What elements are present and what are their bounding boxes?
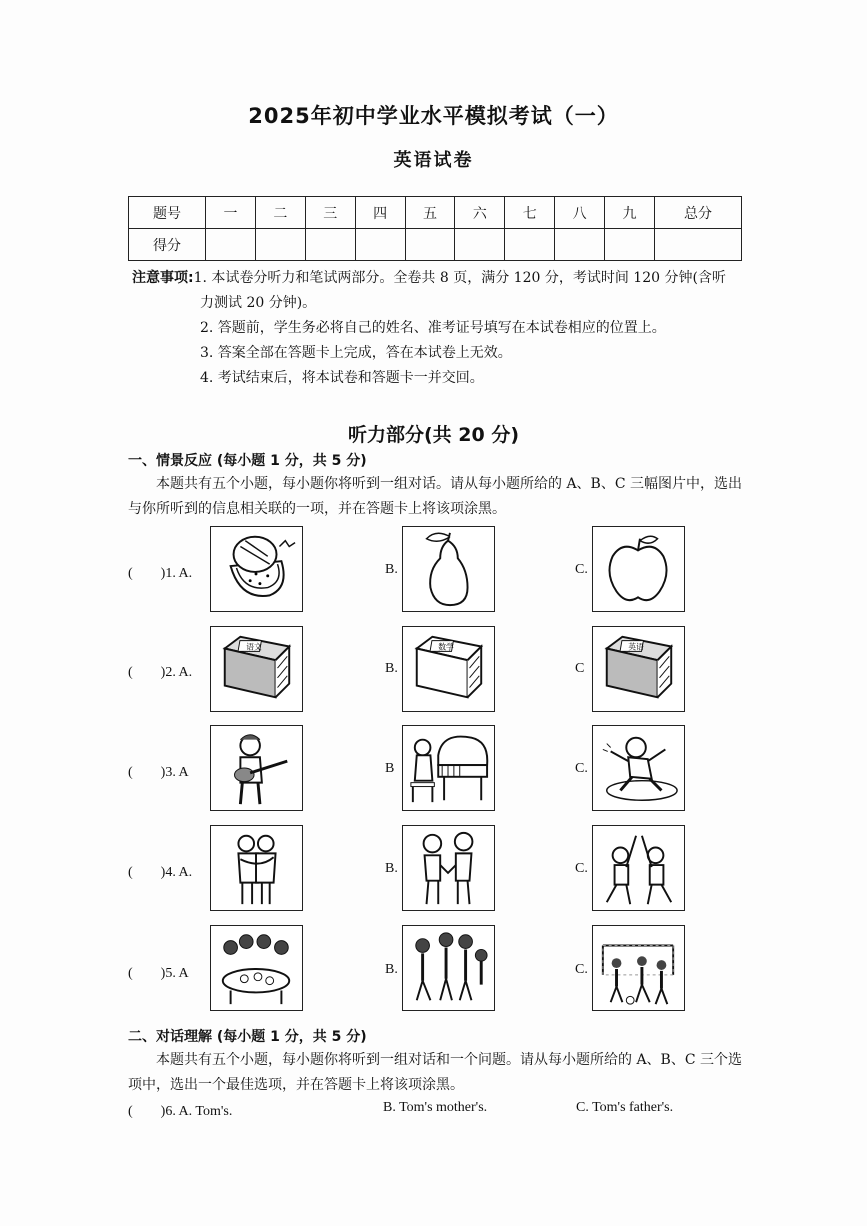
exam-notes bbox=[132, 266, 752, 391]
skating-icon[interactable] bbox=[592, 725, 685, 811]
exam-subtitle: 英语试卷 bbox=[393, 150, 474, 171]
table-cell: 总分 bbox=[655, 197, 742, 229]
listening-section-title: 听力部分(共 20 分) bbox=[347, 424, 520, 446]
math-book-icon[interactable] bbox=[402, 626, 495, 712]
score-input-cell[interactable] bbox=[605, 229, 655, 261]
dancing-icon[interactable] bbox=[402, 925, 495, 1011]
note-item: 力测试 20 分钟)。 bbox=[200, 295, 317, 311]
question-2-option-c-label: C bbox=[575, 661, 585, 676]
table-cell: 三 bbox=[305, 197, 355, 229]
question-4-option-c-label: C. bbox=[575, 861, 588, 876]
score-input-cell[interactable] bbox=[505, 229, 555, 261]
handshake-icon[interactable] bbox=[402, 825, 495, 911]
high-five-icon[interactable] bbox=[592, 825, 685, 911]
question-1-label: ( )1. A. bbox=[128, 566, 193, 581]
score-input-cell[interactable] bbox=[355, 229, 405, 261]
book-title-text: 语文 bbox=[246, 642, 262, 652]
table-cell: 六 bbox=[455, 197, 505, 229]
watermelon-icon[interactable] bbox=[210, 526, 303, 612]
question-3-option-c-label: C. bbox=[575, 761, 588, 776]
table-cell: 四 bbox=[355, 197, 405, 229]
question-4-label: ( )4. A. bbox=[128, 865, 193, 880]
score-input-cell[interactable] bbox=[405, 229, 455, 261]
score-input-cell[interactable] bbox=[455, 229, 505, 261]
notes-label: 注意事项: bbox=[132, 270, 194, 286]
question-6-option-c[interactable]: C. Tom's father's. bbox=[576, 1100, 674, 1115]
score-input-cell[interactable] bbox=[655, 229, 742, 261]
table-cell: 一 bbox=[206, 197, 256, 229]
question-2-option-b-label: B. bbox=[385, 661, 398, 676]
question-4-option-b-label: B. bbox=[385, 861, 398, 876]
score-input-cell[interactable] bbox=[206, 229, 256, 261]
score-table-header-row bbox=[129, 197, 742, 229]
question-1-option-b-label: B. bbox=[385, 562, 398, 577]
question-3-option-b-label: B bbox=[385, 761, 395, 776]
table-cell: 九 bbox=[605, 197, 655, 229]
part2-heading: 二、对话理解 (每小题 1 分，共 5 分) bbox=[128, 1029, 367, 1045]
table-cell: 五 bbox=[405, 197, 455, 229]
apple-icon[interactable] bbox=[592, 526, 685, 612]
table-cell: 二 bbox=[255, 197, 305, 229]
question-6-option-a[interactable]: ( )6. A. Tom's. bbox=[128, 1104, 233, 1119]
part1-instruction: 本题共有五个小题，每小题你将听到一组对话。请从每小题所给的 A、B、C 三幅图片中，选出与你所听到的信息相关联的一项，并在答题卡上将该项涂黑。 bbox=[128, 476, 743, 517]
score-table-score-row bbox=[129, 229, 742, 261]
note-item: 2. 答题前，学生务必将自己的姓名、准考证号填写在本试卷相应的位置上。 bbox=[200, 320, 666, 336]
book-title-text: 数学 bbox=[438, 642, 454, 652]
score-input-cell[interactable] bbox=[555, 229, 605, 261]
question-5-option-c-label: C. bbox=[575, 962, 588, 977]
table-cell: 题号 bbox=[129, 197, 206, 229]
score-input-cell[interactable] bbox=[305, 229, 355, 261]
question-5-option-b-label: B. bbox=[385, 962, 398, 977]
chinese-book-icon[interactable] bbox=[210, 626, 303, 712]
table-cell: 七 bbox=[505, 197, 555, 229]
guitar-boy-icon[interactable] bbox=[210, 725, 303, 811]
book-title-text: 英语 bbox=[628, 642, 644, 652]
note-item: 1. 本试卷分听力和笔试两部分。全卷共 8 页，满分 120 分，考试时间 120 分钟(含听 bbox=[193, 270, 726, 286]
question-2-label: ( )2. A. bbox=[128, 665, 193, 680]
question-1-option-c-label: C. bbox=[575, 562, 588, 577]
soccer-icon[interactable] bbox=[592, 925, 685, 1011]
table-cell: 八 bbox=[555, 197, 605, 229]
dinner-party-icon[interactable] bbox=[210, 925, 303, 1011]
hug-icon[interactable] bbox=[210, 825, 303, 911]
score-table bbox=[128, 196, 742, 261]
score-input-cell[interactable] bbox=[255, 229, 305, 261]
part1-heading: 一、情景反应 (每小题 1 分，共 5 分) bbox=[128, 453, 367, 469]
question-6-option-b[interactable]: B. Tom's mother's. bbox=[383, 1100, 488, 1115]
note-item: 3. 答案全部在答题卡上完成，答在本试卷上无效。 bbox=[200, 345, 512, 361]
pear-icon[interactable] bbox=[402, 526, 495, 612]
table-cell: 得分 bbox=[129, 229, 206, 261]
piano-icon[interactable] bbox=[402, 725, 495, 811]
english-book-icon[interactable] bbox=[592, 626, 685, 712]
question-5-label: ( )5. A bbox=[128, 966, 189, 981]
question-3-label: ( )3. A bbox=[128, 765, 189, 780]
note-item: 4. 考试结束后，将本试卷和答题卡一并交回。 bbox=[200, 370, 484, 386]
exam-title: 2025年初中学业水平模拟考试（一） bbox=[248, 104, 619, 128]
part2-instruction: 本题共有五个小题，每小题你将听到一组对话和一个问题。请从每小题所给的 A、B、C 三个选项中，选出一个最佳选项，并在答题卡上将该项涂黑。 bbox=[128, 1052, 743, 1093]
